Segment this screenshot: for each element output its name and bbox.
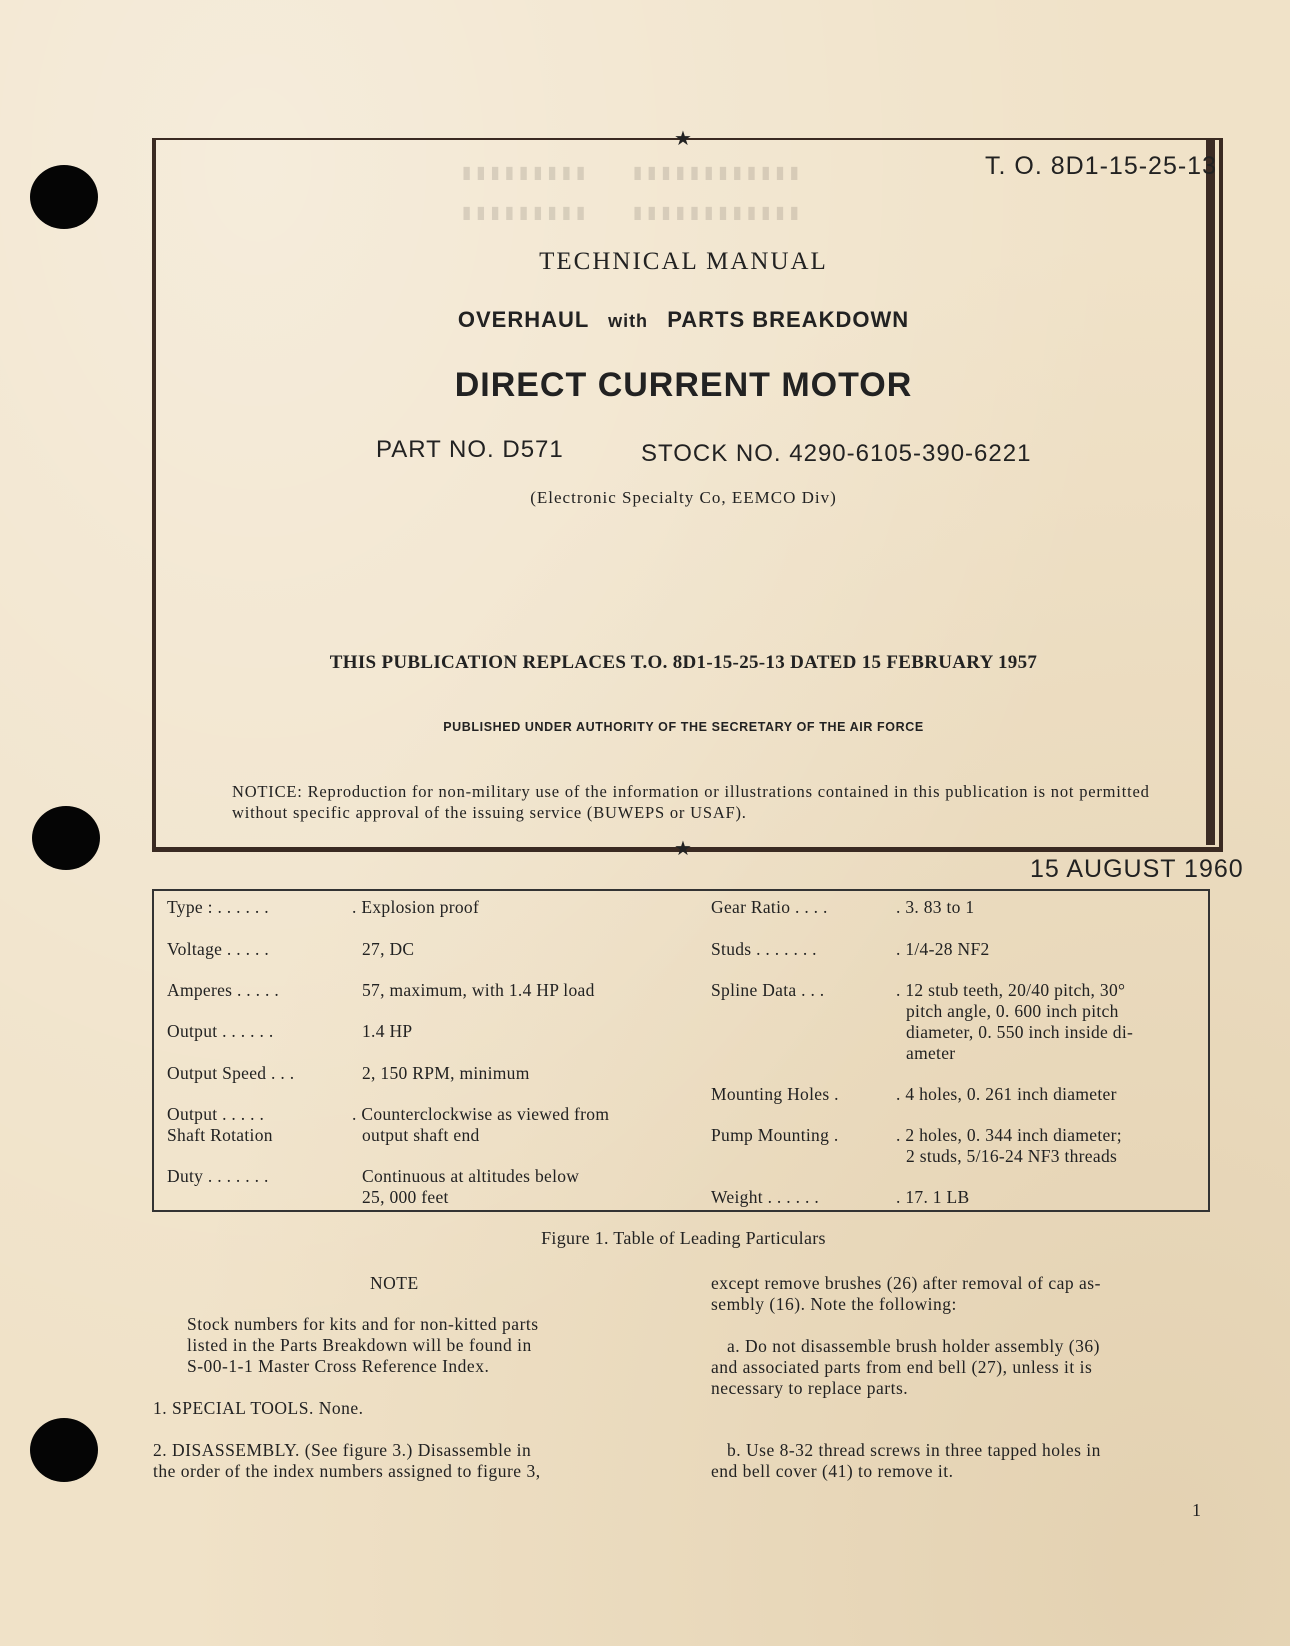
particular-label: Weight . . . . . . (711, 1187, 820, 1207)
manual-subtitle (152, 307, 1215, 333)
particular-value: 2 studs, 5/16-24 NF3 threads (906, 1146, 1118, 1166)
particular-row (711, 897, 975, 918)
particular-label: Type : . . . . . . (167, 897, 269, 917)
particular-value: 57, maximum, with 1.4 HP load (362, 980, 595, 1000)
note-line: S-00-1-1 Master Cross Reference Index. (187, 1356, 490, 1376)
particular-row (711, 980, 1126, 1001)
particular-label: Output . . . . . (167, 1104, 265, 1124)
particular-row (711, 1125, 1122, 1146)
particular-label: Voltage . . . . . (167, 939, 269, 959)
particular-row (167, 897, 480, 918)
body-line: except remove brushes (26) after removal of cap as- (711, 1273, 1101, 1293)
special-tools-paragraph: 1. SPECIAL TOOLS. None. (153, 1398, 364, 1418)
particular-value: . Explosion proof (352, 897, 480, 917)
punch-hole-middle (32, 806, 100, 870)
step-a-line: necessary to replace parts. (711, 1378, 909, 1398)
particular-row (167, 1104, 610, 1125)
particular-label: Output Speed . . . (167, 1063, 295, 1083)
note-line: Stock numbers for kits and for non-kitted parts (187, 1314, 539, 1334)
particular-row (167, 980, 595, 1001)
particular-label: Studs . . . . . . . (711, 939, 817, 959)
particular-value: . 12 stub teeth, 20/40 pitch, 30° (896, 980, 1126, 1000)
particular-label: Amperes . . . . . (167, 980, 280, 1000)
particular-value: 25, 000 feet (362, 1187, 449, 1207)
particular-value: . Counterclockwise as viewed from (352, 1104, 610, 1124)
manufacturer: (Electronic Specialty Co, EEMCO Div) (530, 488, 837, 507)
faded-stamp-2: ▮▮▮▮▮▮▮▮▮ ▮▮▮▮▮▮▮▮▮▮▮▮ (460, 200, 802, 225)
figure-caption: Figure 1. Table of Leading Particulars (541, 1228, 826, 1248)
particular-label: Pump Mounting . (711, 1125, 839, 1145)
punch-hole-bottom (30, 1418, 98, 1482)
star-bottom-icon: ★ (674, 836, 692, 860)
page-number: 1 (1192, 1500, 1201, 1520)
particular-row (167, 939, 415, 960)
particular-label: Gear Ratio . . . . (711, 897, 828, 917)
particular-value: . 1/4-28 NF2 (896, 939, 990, 959)
particular-value: . 2 holes, 0. 344 inch diameter; (896, 1125, 1122, 1145)
particular-value: output shaft end (362, 1125, 480, 1145)
particular-value: . 3. 83 to 1 (896, 897, 975, 917)
particular-label: Shaft Rotation (167, 1125, 273, 1145)
disassembly-line: 2. DISASSEMBLY. (See figure 3.) Disassemble in (153, 1440, 532, 1460)
particular-row (167, 1063, 530, 1084)
particular-value: . 4 holes, 0. 261 inch diameter (896, 1084, 1117, 1104)
star-top-icon: ★ (674, 126, 692, 150)
particular-value: diameter, 0. 550 inch inside di- (906, 1022, 1134, 1042)
punch-hole-top (30, 165, 98, 229)
particular-row (167, 1166, 580, 1187)
note-heading: NOTE (370, 1273, 419, 1293)
body-line: sembly (16). Note the following: (711, 1294, 957, 1314)
particular-value: 2, 150 RPM, minimum (362, 1063, 530, 1083)
particular-label: Spline Data . . . (711, 980, 825, 1000)
step-b-line: b. Use 8-32 thread screws in three tapped holes in (727, 1440, 1101, 1460)
subtitle-with: with (608, 311, 649, 331)
particular-value: 1.4 HP (362, 1021, 413, 1041)
manual-heading: TECHNICAL MANUAL (539, 248, 828, 275)
particular-row (711, 939, 990, 960)
step-b-line: end bell cover (41) to remove it. (711, 1461, 954, 1481)
particular-value: . 17. 1 LB (896, 1187, 970, 1207)
document-title: DIRECT CURRENT MOTOR (454, 366, 913, 404)
particular-value: pitch angle, 0. 600 inch pitch (906, 1001, 1119, 1021)
reproduction-notice: NOTICE: Reproduction for non-military use of the information or illustrations contained in this publication is not permitted without specific approval of the issuing service (BUWEPS or USAF). (232, 782, 1150, 822)
faded-stamp: ▮▮▮▮▮▮▮▮▮ ▮▮▮▮▮▮▮▮▮▮▮▮ (460, 160, 802, 185)
disassembly-line: the order of the index numbers assigned to figure 3, (153, 1461, 541, 1481)
publication-date: 15 AUGUST 1960 (1030, 855, 1244, 883)
stock-number: STOCK NO. 4290-6105-390-6221 (641, 440, 1032, 467)
published-authority: PUBLISHED UNDER AUTHORITY OF THE SECRETARY OF THE AIR FORCE (443, 720, 924, 734)
subtitle-overhaul: OVERHAUL (457, 307, 589, 332)
particular-row (711, 1084, 1117, 1105)
part-number: PART NO. D571 (376, 436, 564, 463)
step-a-line: and associated parts from end bell (27), unless it is (711, 1357, 1093, 1377)
particular-label: Duty . . . . . . . (167, 1166, 269, 1186)
particular-row (711, 1187, 970, 1208)
step-a-line: a. Do not disassemble brush holder assembly (36) (727, 1336, 1100, 1356)
particular-row (167, 1125, 480, 1146)
particular-label: Output . . . . . . (167, 1021, 274, 1041)
to-number: T. O. 8D1-15-25-13 (985, 152, 1217, 180)
note-line: listed in the Parts Breakdown will be found in (187, 1335, 532, 1355)
particular-label: Mounting Holes . (711, 1084, 839, 1104)
particular-value: ameter (906, 1043, 956, 1063)
particular-value: Continuous at altitudes below (362, 1166, 580, 1186)
particular-value: 27, DC (362, 939, 415, 959)
replaces-notice: THIS PUBLICATION REPLACES T.O. 8D1-15-25-13 DATED 15 FEBRUARY 1957 (329, 652, 1038, 673)
subtitle-parts: PARTS BREAKDOWN (667, 307, 910, 332)
particular-row (167, 1021, 413, 1042)
